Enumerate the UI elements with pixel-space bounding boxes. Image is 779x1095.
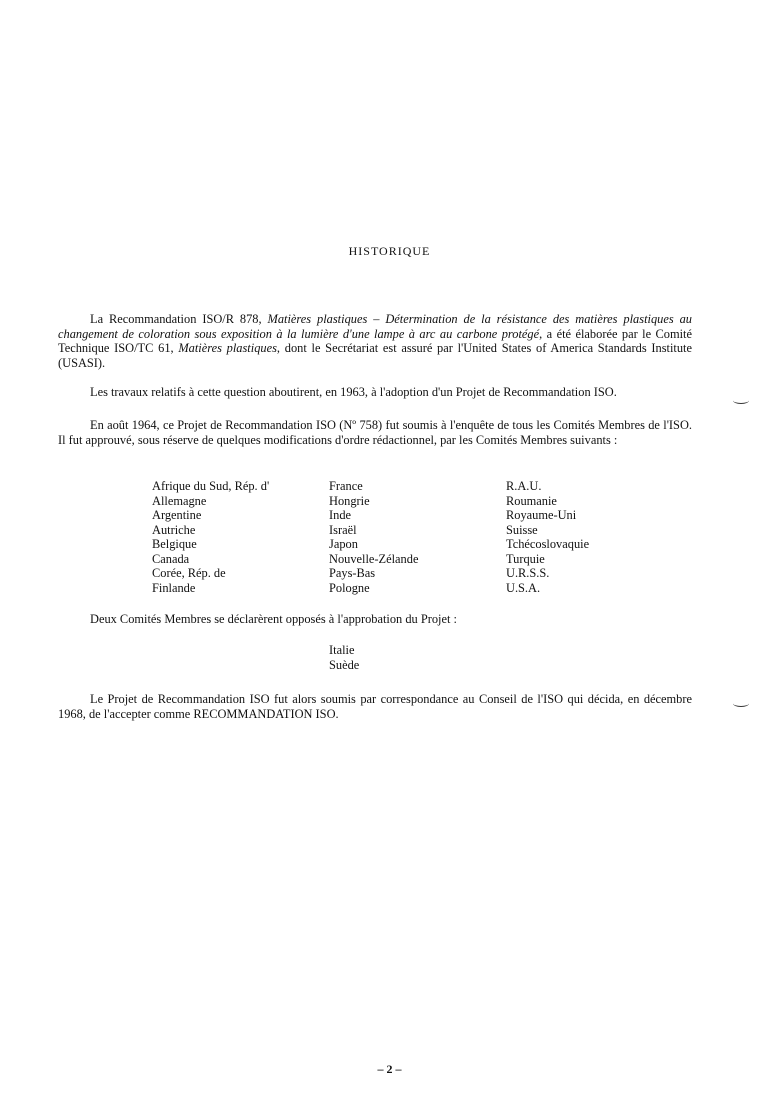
- member-country: U.S.A.: [506, 580, 541, 595]
- member-country: Finlande: [152, 580, 196, 595]
- opposed-members: [329, 643, 359, 672]
- p1-committee-name: Matières plastiques: [178, 341, 277, 355]
- paragraph-enquiry: [58, 418, 692, 447]
- member-country: Argentine: [152, 508, 202, 522]
- paragraph-opposition: [58, 612, 692, 627]
- p5-text: Le Projet de Recommandation ISO fut alors soumis par correspondance au Conseil de l'ISO qui décida, en décembre 1968, de l'accepter comme RECOMMANDATION ISO.: [58, 692, 692, 721]
- member-country: Afrique du Sud, Rép. d': [152, 479, 270, 493]
- member-country: Suisse: [506, 522, 538, 537]
- page-title: HISTORIQUE: [348, 244, 431, 258]
- margin-mark: [733, 397, 749, 404]
- member-country: Inde: [329, 508, 352, 522]
- opposed-country: Italie: [329, 643, 355, 657]
- p3-text: En août 1964, ce Projet de Recommandation ISO (Nº 758) fut soumis à l'enquête de tous les Comités Membres de l'ISO. Il fut approuvé, sous réserve de quelques modifications d'ordre rédactionnel, par les Comités Membres suivants :: [58, 418, 692, 447]
- member-country: Tchécoslovaquie: [506, 537, 590, 551]
- member-country: Israël: [329, 522, 357, 537]
- member-country: Turquie: [506, 551, 545, 566]
- member-country: Hongrie: [329, 493, 370, 508]
- p2-text: Les travaux relatifs à cette question aboutirent, en 1963, à l'adoption d'un Projet de Recommandation ISO.: [90, 385, 617, 399]
- p1-standard-title: Matières plastiques – Détermination de la résistance des matières plastiques au changement de coloration sous exposition à la lumière d'une lampe à arc au carbone protégé: [58, 312, 692, 341]
- member-country: France: [329, 479, 363, 493]
- member-country: Royaume-Uni: [506, 508, 577, 522]
- member-country: Autriche: [152, 522, 196, 537]
- member-country: Pologne: [329, 580, 370, 595]
- member-country: Corée, Rép. de: [152, 566, 226, 580]
- members-column-1: [152, 479, 269, 595]
- p1-text-e: , dont le Secrétariat est assuré par l'United States of America Standards Institute (USASI).: [58, 341, 693, 370]
- opposed-country: Suède: [329, 657, 360, 672]
- p1-text-c: , a été élaborée par le Comité Technique ISO/TC 61,: [58, 326, 692, 355]
- margin-mark: [733, 700, 749, 707]
- members-column-3: [506, 479, 589, 595]
- member-country: Japon: [329, 537, 358, 551]
- paragraph-acceptance: [58, 692, 692, 721]
- member-country: U.R.S.S.: [506, 566, 550, 580]
- page-number: – 2 –: [377, 1062, 402, 1076]
- member-country: Allemagne: [152, 493, 207, 508]
- members-column-2: [329, 479, 418, 595]
- member-country: Canada: [152, 551, 190, 566]
- member-country: R.A.U.: [506, 479, 542, 493]
- member-country: Roumanie: [506, 493, 557, 508]
- paragraph-origin: [58, 312, 692, 370]
- p4-text: Deux Comités Membres se déclarèrent opposés à l'approbation du Projet :: [90, 612, 457, 626]
- member-country: Nouvelle-Zélande: [329, 551, 419, 566]
- p1-text-a: La Recommandation ISO/R 878,: [90, 312, 268, 326]
- member-country: Pays-Bas: [329, 566, 376, 580]
- member-country: Belgique: [152, 537, 197, 551]
- paragraph-adoption: [58, 385, 692, 400]
